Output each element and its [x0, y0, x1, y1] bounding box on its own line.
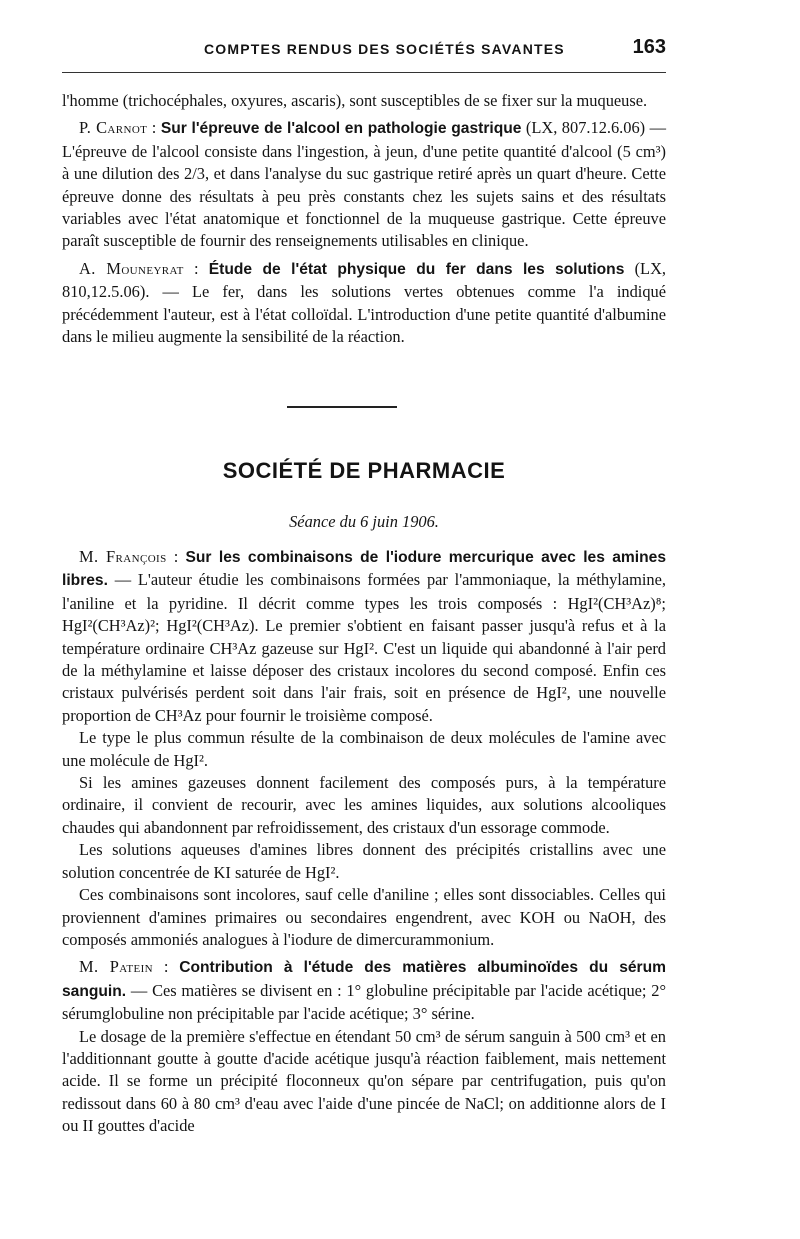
francois-paragraph-4: Les solutions aqueuses d'amines libres donnent des précipités cristallins avec une solution concentrée de KI saturée de HgI². — [62, 840, 666, 882]
section-title: SOCIÉTÉ DE PHARMACIE — [222, 458, 506, 483]
article-block-bottom — [62, 546, 666, 1138]
mouneyrat-sep: : — [183, 258, 209, 278]
mouneyrat-text: . — Le fer, dans les solutions vertes obtenues comme l'a indiqué précédemment l'auteur, est à l'état colloïdal. L'introduction d'une petite quantité d'albumine dans le milieu augmente la sensibilité de la réaction. — [62, 282, 666, 347]
patein-paragraph-2: Le dosage de la première s'effectue en étendant 50 cm³ de sérum sanguin à 500 cm³ et en l'additionnant goutte à goutte d'acide acétique jusqu'à réaction faiblement, mais nettement acide. Il se forme un précipité floconneux qu'on sépare par centrifugation, puis qu'on redissout dans 60 à 80 cm³ d'eau avec l'aide d'une pincée de NaCl; on additionne alors de I ou II gouttes d'acide — [62, 1026, 666, 1136]
page-header — [62, 36, 666, 66]
page-number: 163 — [632, 36, 666, 58]
francois-paragraph-3: Si les amines gazeuses donnent facilement des composés purs, à la température ordinaire, il convient de recourir, avec les amines liquides, aux solutions alcooliques chaudes qui abandonnent par refroidissement, des cristaux d'un essorage commode. — [62, 773, 666, 837]
carnot-sep: : — [147, 118, 161, 138]
seance-date: Séance du 6 juin 1906. — [289, 512, 439, 531]
carnot-text: — L'épreuve de l'alcool consiste dans l'ingestion, à jeun, d'une petite quantité d'alcool (5 cm³) à une dilution des 2/3, et dans l'analyse du suc gastrique retiré après un quart d'heure. Cette épreuve donne des résultats à peu près constants chez les sujets sains et des résultats variables avec l'état anatomique et fonctionnel de la muqueuse gastrique. Cette épreuve paraît susceptible de fournir des renseignements utilisables en clinique. — [62, 118, 666, 251]
patein-text: — Ces matières se divisent en : 1° globuline précipitable par l'acide acétique; 2° sérumglobuline non précipitable par l'acide acétique; 3° sérine. — [62, 980, 666, 1024]
patein-entry — [62, 956, 666, 1025]
francois-paragraph-5: Ces combinaisons sont incolores, sauf celle d'aniline ; elles sont dissociables. Celles qui proviennent d'amines primaires ou secondaires engendrent, avec KOH ou NaOH, des composés ammoniés analogues à l'iodure de dimercurammonium. — [62, 885, 666, 949]
carnot-ref: (LX, 807.12.6.06) — [521, 118, 646, 138]
mouneyrat-author: A. Mouneyrat — [79, 258, 184, 278]
francois-paragraph-2: Le type le plus commun résulte de la combinaison de deux molécules de l'amine avec une molécule de HgI². — [62, 728, 666, 770]
francois-sep: : — [166, 547, 186, 566]
mouneyrat-ref: (LX, 810,12.5.06) — [62, 258, 666, 302]
mouneyrat-entry — [62, 258, 666, 349]
francois-author: M. François — [79, 547, 167, 566]
patein-sep: : — [153, 957, 180, 977]
intro-paragraph: l'homme (trichocéphales, oxyures, ascaris), sont susceptibles de se fixer sur la muqueuse. — [62, 91, 648, 110]
francois-text: — L'auteur étudie les combinaisons formées par l'ammoniaque, la méthylamine, l'aniline et la pyridine. Il décrit comme types les trois composés : HgI²(CH³Az)⁸; HgI²(CH³Az)²; HgI²(CH³Az). Le premier s'obtient en faisant passer jusqu'à refus et à la température ordinaire CH³Az gazeuse sur HgI². C'est un liquide qui abandonné à l'air perd de la méthylamine et laisse déposer des cristaux incolores du second composé. Enfin ces cristaux pulvérisés perdent soit dans l'air frais, soit en présence de HgI², une nouvelle proportion de CH³Az pour fournir le troisième composé. — [62, 570, 666, 725]
running-title: COMPTES RENDUS DES SOCIÉTÉS SAVANTES — [204, 41, 565, 57]
carnot-title: Sur l'épreuve de l'alcool en pathologie gastrique — [160, 120, 522, 138]
carnot-entry — [62, 117, 666, 252]
mouneyrat-title: Étude de l'état physique du fer dans les solutions — [208, 260, 625, 278]
francois-title: Sur les combinaisons de l'iodure mercurique avec les amines libres. — [62, 549, 666, 590]
carnot-author: P. Carnot — [79, 118, 148, 138]
patein-author: M. Patein — [79, 957, 153, 977]
header-rule — [62, 72, 666, 73]
francois-entry — [62, 546, 666, 727]
section-separator — [287, 406, 397, 408]
patein-title: Contribution à l'étude des matières albuminoïdes du sérum sanguin. — [62, 959, 666, 1000]
article-block-top — [62, 90, 666, 348]
